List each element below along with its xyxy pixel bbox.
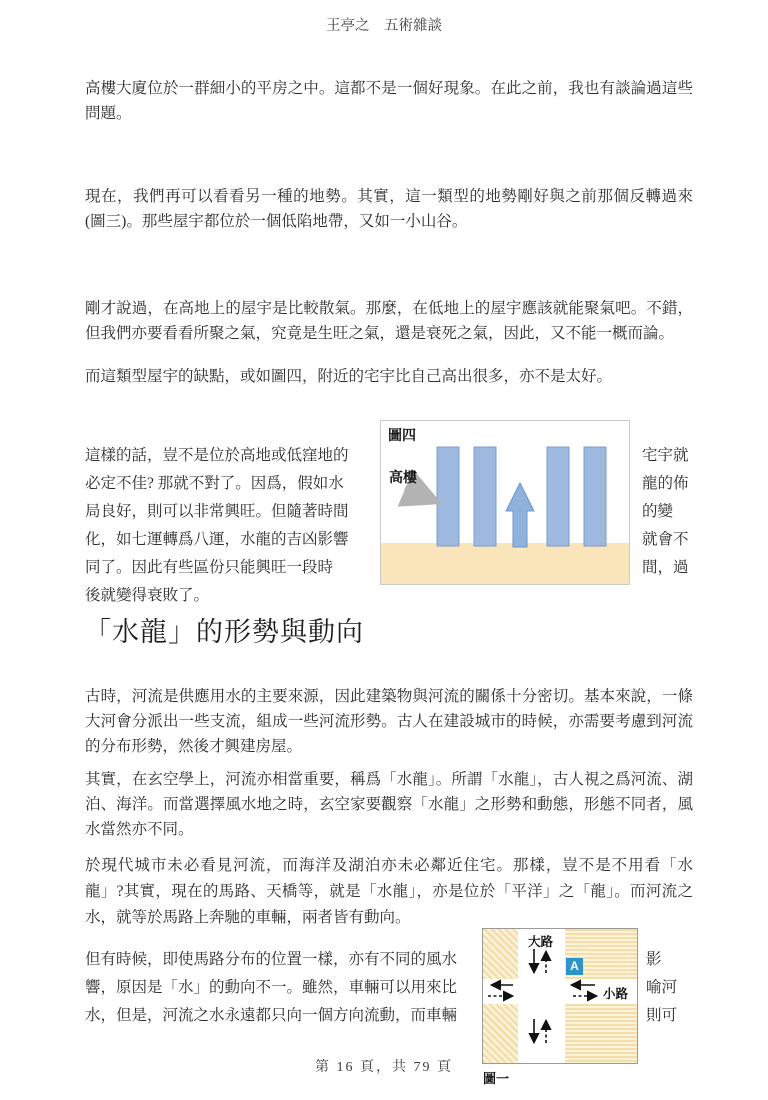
text-line: 但有時候，即使馬路分布的位置一樣，亦有不同的風水 bbox=[85, 951, 458, 968]
pointer-arrow-icon bbox=[405, 488, 433, 500]
text-line: 響，原因是「水」的動向不一。雖然，車輛可以用來比 bbox=[85, 979, 458, 996]
paragraph-4: 而這類型屋宇的缺點，或如圖四，附近的宅宇比自己高出很多，亦不是太好。 bbox=[85, 368, 613, 385]
page-footer: 第 16 頁，共 79 頁 bbox=[315, 1060, 453, 1075]
wrapped-text-left-2 bbox=[85, 946, 457, 1030]
text-line: 則可 bbox=[646, 1007, 678, 1024]
text-line: 的變 bbox=[642, 503, 674, 520]
section-heading: 「水龍」的形勢與動向 bbox=[84, 617, 364, 647]
wrapped-text-left bbox=[85, 442, 349, 610]
paragraph-5: 古時，河流是供應用水的主要來源，因此建築物與河流的關係十分密切。基本來說，一條大河會分派出一些支流，組成一些河流形勢。古人在建設城市的時候，亦需要考慮到河流的分布形勢，然後才興建房屋。 bbox=[85, 688, 693, 755]
text-line: 間，過 bbox=[642, 559, 689, 576]
small-road-label: 小路 bbox=[603, 987, 629, 1001]
building-bar bbox=[474, 447, 496, 546]
big-road-label: 大路 bbox=[528, 935, 554, 949]
figure-one-caption: 圖一 bbox=[483, 1071, 510, 1086]
text-line: 局良好，則可以非常興旺。但隨著時間 bbox=[85, 503, 349, 520]
figure-one bbox=[482, 928, 638, 1064]
paragraph-6: 其實，在玄空學上，河流亦相當重要，稱爲「水龍」。所謂「水龍」，古人視之爲河流、湖泊、海洋。而當選擇風水地之時，玄空家要觀察「水龍」之形勢和動態，形態不同者，風水當然亦不同。 bbox=[85, 771, 693, 838]
text-line: 這樣的話，豈不是位於高地或低窪地的 bbox=[85, 447, 349, 464]
ground-strip bbox=[381, 543, 629, 584]
figure-four-caption: 圖四 bbox=[388, 427, 416, 443]
figure-four-annotation: 高樓 bbox=[389, 469, 417, 485]
text-line: 宅宇就 bbox=[642, 447, 689, 464]
text-line: 影 bbox=[646, 951, 662, 968]
paragraph-2: 現在，我們再可以看看另一種的地勢。其實，這一類型的地勢剛好與之前那個反轉過來(圖三)。那些屋宇都位於一個低陷地帶，又如一小山谷。 bbox=[85, 188, 693, 230]
text-line: 必定不佳? 那就不對了。因爲，假如水 bbox=[85, 475, 344, 492]
text-line: 同了。因此有些區份只能興旺一段時 bbox=[85, 559, 334, 576]
paragraph-3: 剛才說過，在高地上的屋宇是比較散氣。那麼，在低地上的屋宇應該就能聚氣吧。不錯，但我們亦要看看所聚之氣，究竟是生旺之氣，還是衰死之氣，因此，又不能一概而論。 bbox=[85, 300, 693, 342]
building-bar bbox=[584, 447, 606, 546]
wrapped-text-right bbox=[642, 442, 689, 582]
text-line: 後就變得衰敗了。 bbox=[85, 587, 210, 604]
building-bar bbox=[547, 447, 569, 546]
paragraph-1: 高樓大廈位於一群細小的平房之中。這都不是一個好現象。在此之前，我也有談論過這些問題。 bbox=[85, 80, 693, 122]
building-bar bbox=[437, 447, 459, 546]
figure-four bbox=[380, 420, 630, 585]
wrapped-text-right-2 bbox=[646, 946, 677, 1030]
paragraph-7: 於現代城市未必看見河流，而海洋及湖泊亦未必鄰近住宅。那樣，豈不是不用看「水龍」?其實，現在的馬路、天橋等，就是「水龍」，亦是位於「平洋」之「龍」。而河流之水，就等於馬路上奔馳的車輛，兩者皆有動向。 bbox=[85, 857, 693, 926]
text-line: 就會不 bbox=[642, 531, 689, 548]
up-arrow-icon bbox=[506, 483, 534, 547]
page-header: 王亭之 五術雜談 bbox=[326, 18, 442, 34]
text-line: 喻河 bbox=[646, 979, 678, 996]
location-marker-a: A bbox=[566, 958, 583, 975]
figure-four-diagram bbox=[381, 421, 629, 584]
text-line: 龍的佈 bbox=[642, 475, 689, 492]
text-line: 水，但是，河流之水永遠都只向一個方向流動，而車輛 bbox=[85, 1007, 458, 1024]
text-line: 化，如七運轉爲八運，水龍的吉凶影響 bbox=[85, 531, 349, 548]
